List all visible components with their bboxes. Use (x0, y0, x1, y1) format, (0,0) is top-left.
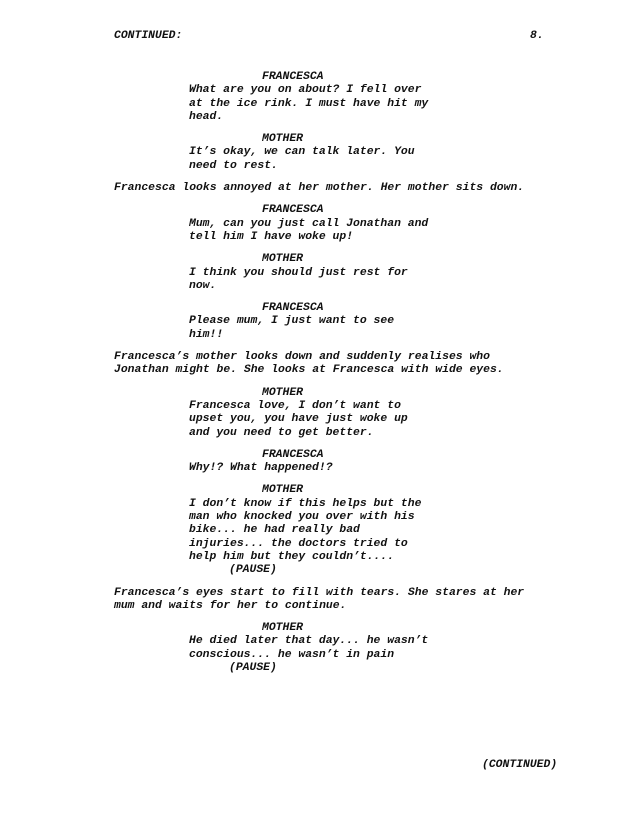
dialogue-block (0, 484, 638, 577)
header-continued: CONTINUED: (114, 30, 183, 42)
dialogue-line: injuries... the doctors tried to (189, 537, 408, 550)
dialogue-line: at the ice rink. I must have hit my (189, 97, 429, 110)
character-name: MOTHER (262, 622, 304, 635)
parenthetical: (PAUSE) (229, 661, 277, 674)
dialogue-line: He died later that day... he wasn’t (189, 635, 429, 648)
dialogue-line: bike... he had really bad (189, 524, 360, 537)
dialogue-line: Mum, can you just call Jonathan and (189, 217, 429, 230)
script-body (0, 71, 638, 684)
action-block (0, 351, 638, 378)
dialogue-line: upset you, you have just woke up (189, 413, 408, 426)
dialogue-line: tell him I have woke up! (189, 230, 354, 243)
dialogue-line: now. (189, 279, 217, 292)
action-line: Jonathan might be. She looks at Francesca with wide eyes. (114, 364, 504, 377)
page-number: 8. (530, 30, 544, 42)
footer-continued: (CONTINUED) (482, 759, 558, 771)
character-name: FRANCESCA (262, 204, 324, 217)
dialogue-line: and you need to get better. (189, 426, 374, 439)
dialogue-line: him!! (189, 328, 224, 341)
dialogue-block (0, 387, 638, 440)
dialogue-line: help him but they couldn’t.... (189, 550, 395, 563)
action-line: Francesca looks annoyed at her mother. Her mother sits down. (114, 182, 525, 195)
dialogue-block (0, 133, 638, 173)
dialogue-line: need to rest. (189, 159, 278, 172)
character-name: FRANCESCA (262, 448, 324, 461)
dialogue-line: I don’t know if this helps but the (189, 497, 422, 510)
dialogue-line: What are you on about? I fell over (189, 84, 422, 97)
dialogue-line: Francesca love, I don’t want to (189, 399, 401, 412)
dialogue-block (0, 622, 638, 675)
character-name: MOTHER (262, 484, 304, 497)
dialogue-block (0, 71, 638, 124)
dialogue-line: head. (189, 110, 224, 123)
dialogue-line: Why!? What happened!? (189, 462, 333, 475)
action-block (0, 182, 638, 195)
action-block (0, 587, 638, 614)
parenthetical: (PAUSE) (229, 564, 277, 577)
character-name: MOTHER (262, 253, 304, 266)
character-name: FRANCESCA (262, 302, 324, 315)
character-name: MOTHER (262, 386, 304, 399)
dialogue-block (0, 253, 638, 293)
dialogue-line: man who knocked you over with his (189, 511, 415, 524)
action-line: mum and waits for her to continue. (114, 599, 347, 612)
dialogue-line: conscious... he wasn’t in pain (189, 648, 395, 661)
character-name: MOTHER (262, 133, 304, 146)
action-line: Francesca’s eyes start to fill with tears. She stares at her (114, 586, 525, 599)
dialogue-line: Please mum, I just want to see (189, 315, 395, 328)
dialogue-line: It’s okay, we can talk later. You (189, 146, 415, 159)
dialogue-line: I think you should just rest for (189, 266, 408, 279)
dialogue-block (0, 302, 638, 342)
character-name: FRANCESCA (262, 71, 324, 83)
dialogue-block (0, 449, 638, 476)
action-line: Francesca’s mother looks down and suddenly realises who (114, 351, 490, 364)
dialogue-block (0, 204, 638, 244)
